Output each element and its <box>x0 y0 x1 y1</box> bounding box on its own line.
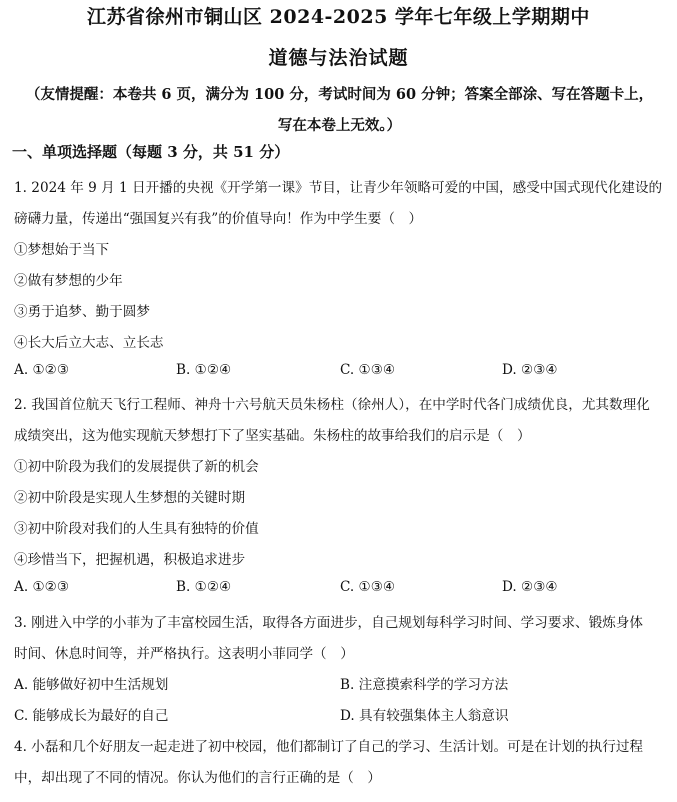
q1-item-3: ③勇于追梦、勤于圆梦 <box>14 304 150 320</box>
q2-item-2: ②初中阶段是实现人生梦想的关键时期 <box>14 490 246 506</box>
exam-notice <box>12 79 667 141</box>
q2-stem-line-1: 2. 我国首位航天飞行工程师、神舟十六号航天员朱杨柱（徐州人），在中学时代各门成绩优良，尤其数理化 <box>14 397 650 413</box>
notice-line-2: 写在本卷上无效。） <box>277 117 402 134</box>
q1-stem-line-1: 1. 2024 年 9 月 1 日开播的央视《开学第一课》节目，让青少年领略可爱的中国，感受中国式现代化建设的 <box>14 180 663 196</box>
q1-option-d: D. ②③④ <box>502 362 558 378</box>
q2-item-3: ③初中阶段对我们的人生具有独特的价值 <box>14 521 259 537</box>
exam-title: 江苏省徐州市铜山区 2024-2025 学年七年级上学期期中 <box>87 6 590 28</box>
q2-option-a: A. ①②③ <box>14 579 70 595</box>
q2-item-4: ④珍惜当下，把握机遇，积极追求进步 <box>14 552 246 568</box>
q2-option-c: C. ①③④ <box>340 579 396 595</box>
q4-stem-line-1: 4. 小磊和几个好朋友一起走进了初中校园，他们都制订了自己的学习、生活计划。可是在计划的执行过程 <box>14 739 644 755</box>
q2-stem-line-2: 成绩突出，这为他实现航天梦想打下了坚实基础。朱杨柱的故事给我们的启示是（ ） <box>14 428 531 444</box>
q3-stem-line-1: 3. 刚进入中学的小菲为了丰富校园生活，取得各方面进步，自己规划每科学习时间、学习要求、锻炼身体 <box>14 615 644 631</box>
q1-option-c: C. ①③④ <box>340 362 396 378</box>
q1-option-a: A. ①②③ <box>14 362 70 378</box>
q3-option-c: C. 能够成长为最好的自己 <box>14 708 169 724</box>
q2-option-b: B. ①②④ <box>176 579 232 595</box>
section-heading: 一、单项选择题（每题 3 分，共 51 分） <box>12 143 290 161</box>
q4-stem-line-2: 中，却出现了不同的情况。你认为他们的言行正确的是（ ） <box>14 770 382 786</box>
q1-item-1: ①梦想始于当下 <box>14 242 110 258</box>
q1-option-b: B. ①②④ <box>176 362 232 378</box>
q3-option-a: A. 能够做好初中生活规划 <box>14 677 169 693</box>
q3-stem-line-2: 时间、休息时间等，并严格执行。这表明小菲同学（ ） <box>14 646 354 662</box>
q3-option-d: D. 具有较强集体主人翁意识 <box>340 708 509 724</box>
q3-option-b: B. 注意摸索科学的学习方法 <box>340 677 509 693</box>
q1-item-2: ②做有梦想的少年 <box>14 273 123 289</box>
q2-option-d: D. ②③④ <box>502 579 558 595</box>
q2-item-1: ①初中阶段为我们的发展提供了新的机会 <box>14 459 259 475</box>
exam-subtitle: 道德与法治试题 <box>268 47 409 69</box>
notice-line-1: （友情提醒：本卷共 6 页，满分为 100 分，考试时间为 60 分钟；答案全部涂、写在答题卡上， <box>25 86 654 103</box>
q1-stem-line-2: 磅礴力量，传递出“强国复兴有我”的价值导向！作为中学生要（ ） <box>14 211 423 227</box>
q1-item-4: ④长大后立大志、立长志 <box>14 335 164 351</box>
